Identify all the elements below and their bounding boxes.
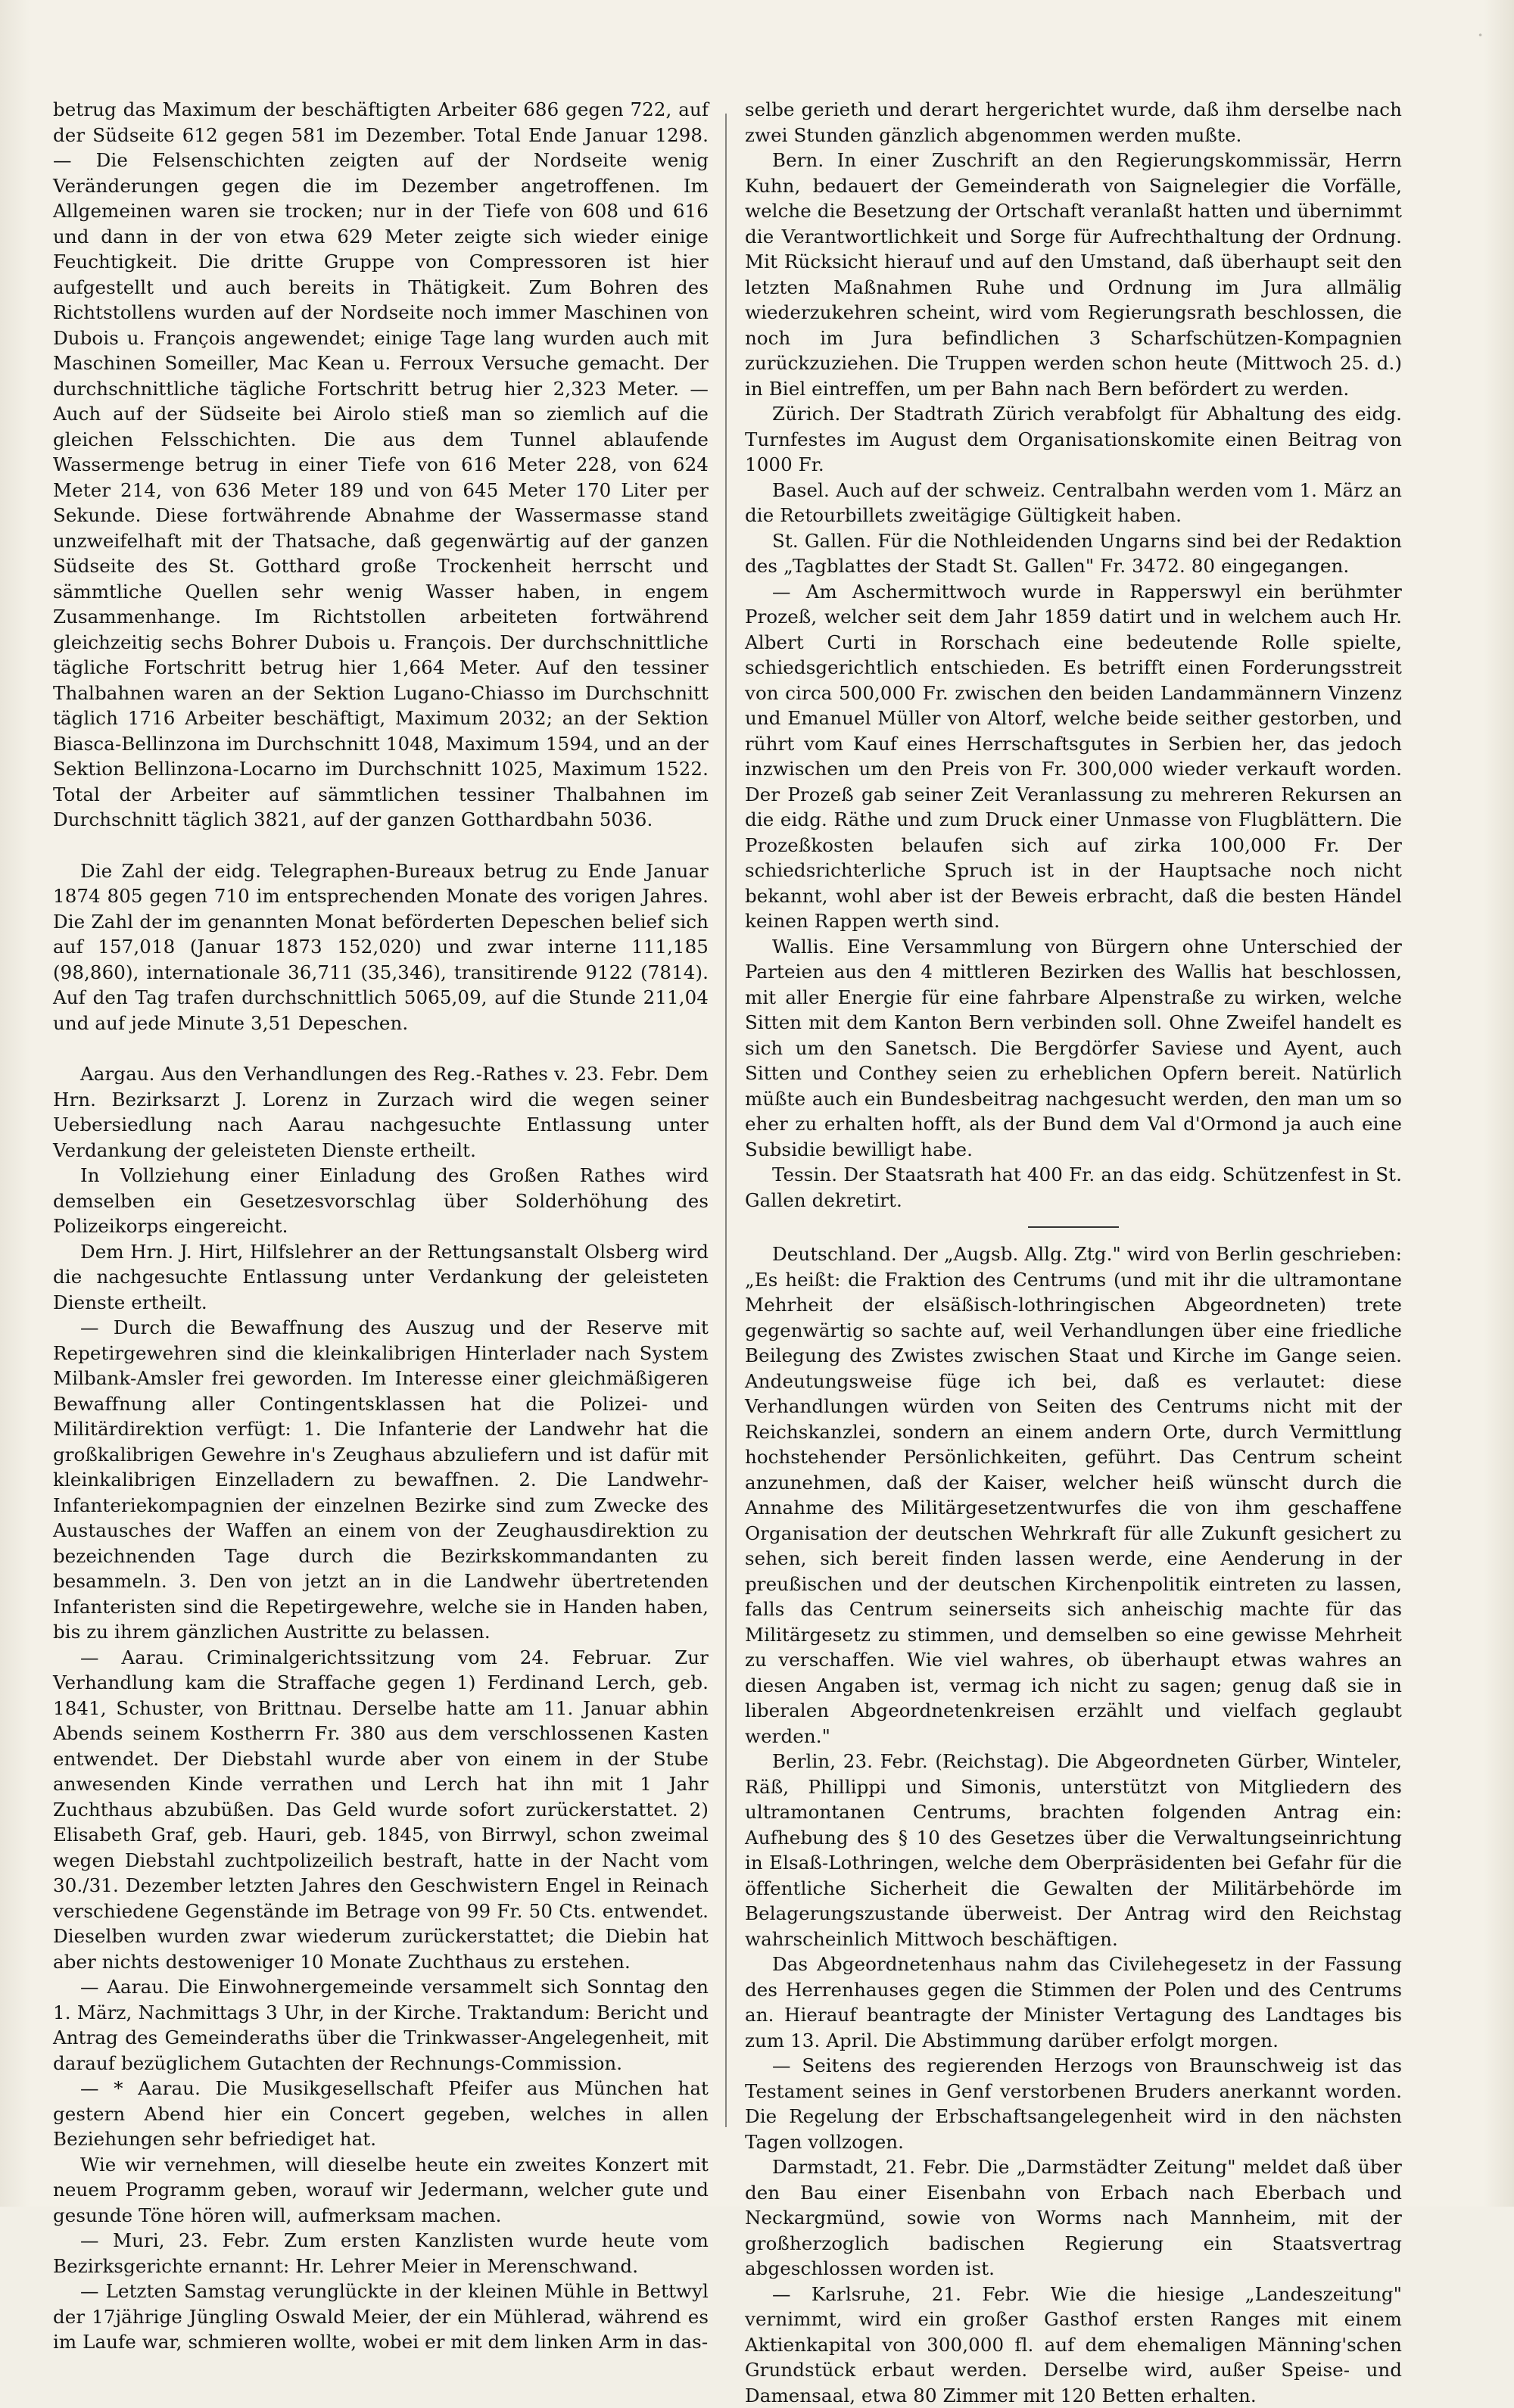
- bettwyl-mill-accident: — Letzten Samstag verunglückte in der kleinen Mühle in Bettwyl der 17jährige Jüngling Oswald Meier, der ein Mühlerad, während es im Laufe war, schmieren wollte, wobei er mit dem linken Arm in das-: [53, 2279, 709, 2355]
- aarau-second-concert: Wie wir vernehmen, will dieselbe heute ein zweites Konzert mit neuem Programm geben, worauf wir Jedermann, welcher gute und gesunde Töne hören will, aufmerksam machen.: [53, 2152, 709, 2229]
- column-divider: [725, 114, 727, 2127]
- braunschweig-testament: — Seitens des regierenden Herzogs von Braunschweig ist das Testament seines in Genf verstorbenen Bruders anerkannt worden. Die Regelung der Erbschaftsangelegenheit wird in den nächsten Tagen vollzogen.: [745, 2053, 1402, 2154]
- muri-chancellor: — Muri, 23. Febr. Zum ersten Kanzlisten wurde heute vom Bezirksgerichte ernannt: Hr. Lehrer Meier in Merenschwand.: [53, 2228, 709, 2279]
- zurich-news: Zürich. Der Stadtrath Zürich verabfolgt für Abhaltung des eidg. Turnfestes im August dem Organisationskomite einen Beitrag von 1000 Fr.: [745, 401, 1402, 478]
- berlin-abgeordnetenhaus: Das Abgeordnetenhaus nahm das Civilehegesetz in der Fassung des Herrenhauses gegen die Stimmen der Polen und des Centrums an. Hierauf beantragte der Minister Vertagung des Landtages bis zum 13. April. Die Abstimmung darüber erfolgt morgen.: [745, 1952, 1402, 2053]
- karlsruhe-hotel: — Karlsruhe, 21. Febr. Wie die hiesige „Landeszeitung" vernimmt, wird ein großer Gasthof ersten Ranges mit einem Aktienkapital von 300,000 fl. auf dem ehemaligen Männing'schen Grundstück erbaut werden. Derselbe wird, außer Speise- und Damensaal, etwa 80 Zimmer mit 120 Betten erhalten.: [745, 2282, 1402, 2408]
- telegraph-statistics: Die Zahl der eidg. Telegraphen-Bureaux betrug zu Ende Januar 1874 805 gegen 710 im entsprechenden Monate des vorigen Jahres. Die Zahl der im genannten Monat beförderten Depeschen belief sich auf 157,018 (Januar 1873 152,020) und zwar interne 111,185 (98,860), internationale 36,711 (35,346), transitirende 9122 (7814). Auf den Tag trafen durchschnittlich 5065,09, auf die Stunde 211,04 und auf jede Minute 3,51 Depeschen.: [53, 858, 709, 1036]
- bettwyl-accident-continued: selbe gerieth und derart hergerichtet wurde, daß ihm derselbe nach zwei Stunden gänzlich abgenommen werden mußte.: [745, 97, 1402, 148]
- aarau-criminal-court: — Aarau. Criminalgerichtssitzung vom 24. Februar. Zur Verhandlung kam die Straffache gegen 1) Ferdinand Lerch, geb. 1841, Schuster, von Brittnau. Derselbe hatte am 11. Januar abhin Abends seinem Kostherrn Fr. 380 aus dem verschlossenen Kasten entwendet. Der Diebstahl wurde aber von einem in der Stube anwesenden Kinde verrathen und Lerch hat ihn mit 1 Jahr Zuchthaus abzubüßen. Das Geld wurde sofort zurückerstattet. 2) Elisabeth Graf, geb. Hauri, geb. 1845, von Birrwyl, schon zweimal wegen Diebstahl zuchtpolizeilich bestraft, hatte in der Nacht vom 30./31. Dezember letzten Jahres den Geschwistern Engel in Reinach verschiedene Gegenstände im Betrage von 99 Fr. 50 Cts. entwendet. Dieselben wurden zwar wiederum zurückerstattet; die Diebin hat aber nichts destoweniger 10 Monate Zuchthaus zu erstehen.: [53, 1645, 709, 1975]
- gotthard-tunnel-report: betrug das Maximum der beschäftigten Arbeiter 686 gegen 722, auf der Südseite 612 gegen 581 im Dezember. Total Ende Januar 1298. — Die Felsenschichten zeigten auf der Nordseite wenig Veränderungen gegen die im Dezember angetroffenen. Im Allgemeinen waren sie trocken; nur in der Tiefe von 608 und 616 und dann in der von etwa 629 Meter zeigte sich wieder einige Feuchtigkeit. Die dritte Gruppe von Compressoren ist hier aufgestellt und auch bereits in Thätigkeit. Zum Bohren des Richtstollens wurden auf der Nordseite noch immer Maschinen von Dubois u. François angewendet; einige Tage lang wurden auch mit Maschinen Someiller, Mac Kean u. Ferroux Versuche gemacht. Der durchschnittliche tägliche Fortschritt betrug hier 2,323 Meter. — Auch auf der Südseite bei Airolo stieß man so ziemlich auf die gleichen Felsschichten. Die aus dem Tunnel ablaufende Wassermenge betrug in einer Tiefe von 616 Meter 228, von 624 Meter 214, von 636 Meter 189 und von 645 Meter 170 Liter per Sekunde. Diese fortwährende Abnahme der Wassermasse stand unzweifelhaft mit der Thatsache, daß gegenwärtig auf der ganzen Südseite des St. Gotthard große Trockenheit herrscht und sämmtliche Quellen sehr wenig Wasser haben, in engem Zusammenhange. Im Richtstollen arbeiteten fortwährend gleichzeitig sechs Bohrer Dubois u. François. Der durchschnittliche tägliche Fortschritt betrug hier 1,664 Meter. Auf den tessiner Thalbahnen waren an der Sektion Lugano-Chiasso im Durchschnitt täglich 1716 Arbeiter beschäftigt, Maximum 2032; an der Sektion Biasca-Bellinzona im Durchschnitt 1048, Maximum 1594, und an der Sektion Bellinzona-Locarno im Durchschnitt 1025, Maximum 1522. Total der Arbeiter auf sämmtlichen tessiner Thalbahnen im Durchschnitt täglich 3821, auf der ganzen Gotthardbahn 5036.: [53, 97, 709, 833]
- section-separator: [1028, 1226, 1119, 1228]
- deutschland-news: Deutschland. Der „Augsb. Allg. Ztg." wird von Berlin geschrieben: „Es heißt: die Fraktion des Centrums (und mit ihr die ultramontane Mehrheit der elsäßisch-lothringischen Abgeordneten) trete gegenwärtig so sachte auf, weil Verhandlungen über eine friedliche Beilegung des Zwistes zwischen Staat und Kirche im Gange seien. Andeutungsweise füge ich bei, daß es verlautet: diese Verhandlungen würden von Seiten des Centrums nicht mit der Reichskanzlei, sondern an einem andern Orte, durch Vermittlung hochstehender Persönlichkeiten, geführt. Das Centrum scheint anzunehmen, daß der Kaiser, welcher heiß wünscht durch die Annahme des Militärgesetzentwurfes die von ihm geschaffene Organisation der deutschen Wehrkraft für alle Zukunft gesichert zu sehen, sich bereit finden lassen werde, eine Aenderung in der preußischen und der deutschen Kirchenpolitik eintreten zu lassen, falls das Centrum seinerseits sich anheischig machte für das Militärgesetz zu stimmen, und demselben so eine gewisse Mehrheit zu verschaffen. Wie viel wahres, ob überhaupt etwas wahres an diesen Angaben ist, vermag ich nicht zu sagen; genug daß sie in liberalen Abgeordnetenkreisen erzählt und vielfach geglaubt werden.": [745, 1241, 1402, 1749]
- st-gallen-news: St. Gallen. Für die Nothleidenden Ungarns sind bei der Redaktion des „Tagblattes der Stadt St. Gallen" Fr. 3472. 80 eingegangen.: [745, 528, 1402, 579]
- bern-news: Bern. In einer Zuschrift an den Regierungskommissär, Herrn Kuhn, bedauert der Gemeinderath von Saignelegier die Vorfälle, welche die Besetzung der Ortschaft veranlaßt hatten und übernimmt die Verantwortlichkeit und Sorge für Aufrechthaltung der Ordnung. Mit Rücksicht hierauf und auf den Umstand, daß überhaupt seit den letzten Maßnahmen Ruhe und Ordnung im Jura allmälig wiederzukehren scheint, wird vom Regierungsrath beschlossen, die noch im Jura befindlichen 3 Scharfschützen-Kompagnien zurückzuziehen. Die Truppen werden schon heute (Mittwoch 25. d.) in Biel eintreffen, um per Bahn nach Bern befördert zu werden.: [745, 148, 1402, 401]
- aarau-concert: — * Aarau. Die Musikgesellschaft Pfeifer aus München hat gestern Abend hier ein Concert gegeben, welches in allen Beziehungen sehr befriediget hat.: [53, 2076, 709, 2152]
- tessin-news: Tessin. Der Staatsrath hat 400 Fr. an das eidg. Schützenfest in St. Gallen dekretirt.: [745, 1162, 1402, 1213]
- page-edge-mark: ·: [1477, 23, 1484, 48]
- basel-news: Basel. Auch auf der schweiz. Centralbahn werden vom 1. März an die Retourbillets zweitägige Gültigkeit haben.: [745, 478, 1402, 528]
- left-column: [53, 97, 709, 2355]
- darmstadt-railway: Darmstadt, 21. Febr. Die „Darmstädter Zeitung" meldet daß über den Bau einer Eisenbahn von Erbach nach Eberbach und Neckargmünd, sowie von Worms nach Mannheim, mit der großherzoglich badischen Regierung ein Staatsvertrag abgeschlossen worden ist.: [745, 2154, 1402, 2282]
- aargau-police-salary: In Vollziehung einer Einladung des Großen Rathes wird demselben ein Gesetzesvorschlag über Solderhöhung des Polizeikorps eingereicht.: [53, 1163, 709, 1239]
- rappersweil-lawsuit: — Am Aschermittwoch wurde in Rapperswyl ein berühmter Prozeß, welcher seit dem Jahr 1859 datirt und in welchem auch Hr. Albert Curti in Rorschach eine bedeutende Rolle spielte, schiedsgerichtlich entschieden. Es betrifft einen Forderungsstreit von circa 500,000 Fr. zwischen den beiden Landammännern Vinzenz und Emanuel Müller von Altorf, welche beide seither gestorben, und rührt vom Kauf eines Herrschaftsgutes in Serbien her, das jedoch inzwischen um den Preis von Fr. 300,000 wieder verkauft worden. Der Prozeß gab seiner Zeit Veranlassung zu mehreren Rekursen an die eidg. Räthe und zum Druck einer Unmasse von Flugblättern. Die Prozeßkosten belaufen sich auf zirka 100,000 Fr. Der schiedsrichterliche Spruch ist in der Hauptsache noch nicht bekannt, wohl aber ist der Beweis erbracht, daß die besten Händel keinen Rappen werth sind.: [745, 579, 1402, 934]
- aargau-hirt-dismissal: Dem Hrn. J. Hirt, Hilfslehrer an der Rettungsanstalt Olsberg wird die nachgesuchte Entlassung unter Verdankung der geleisteten Dienste ertheilt.: [53, 1239, 709, 1316]
- wallis-news: Wallis. Eine Versammlung von Bürgern ohne Unterschied der Parteien aus den 4 mittleren Bezirken des Wallis hat beschlossen, mit aller Energie für eine fahrbare Alpenstraße zu wirken, welche Sitten mit dem Kanton Bern verbinden soll. Ohne Zweifel handelt es sich um den Sanetsch. Die Bergdörfer Saviese und Ayent, auch Sitten und Conthey seien zu erheblichen Opfern bereit. Natürlich müßte auch ein Bundesbeitrag nachgesucht werden, den man um so eher zu erhalten hofft, als der Bund dem Val d'Ormond ja auch eine Subsidie bewilligt habe.: [745, 934, 1402, 1163]
- right-column: [745, 97, 1402, 2408]
- aargau-government-news: Aargau. Aus den Verhandlungen des Reg.-Rathes v. 23. Febr. Dem Hrn. Bezirksarzt J. Lorenz in Zurzach wird die wegen seiner Uebersiedlung nach Aarau nachgesuchte Entlassung unter Verdankung der geleisteten Dienste ertheilt.: [53, 1061, 709, 1163]
- aargau-rifles: — Durch die Bewaffnung des Auszug und der Reserve mit Repetirgewehren sind die kleinkalibrigen Hinterlader nach System Milbank-Amsler frei geworden. Im Interesse einer gleichmäßigeren Bewaffnung aller Contingentsklassen hat die Polizei- und Militärdirektion verfügt: 1. Die Infanterie der Landwehr hat die großkalibrigen Gewehre in's Zeughaus abzuliefern und ist dafür mit kleinkalibrigen Einzelladern zu bewaffnen. 2. Die Landwehr-Infanteriekompagnien der einzelnen Bezirke sind zum Zwecke des Austausches der Waffen an einem von der Zeughausdirektion zu bezeichnenden Tage durch die Bezirkskommandanten zu besammeln. 3. Den von jetzt an in die Landwehr übertretenden Infanteristen sind die Repetirgewehre, welche sie in Handen haben, bis zu ihrem gänzlichen Austritte zu belassen.: [53, 1315, 709, 1645]
- aarau-community-meeting: — Aarau. Die Einwohnergemeinde versammelt sich Sonntag den 1. März, Nachmittags 3 Uhr, in der Kirche. Traktandum: Bericht und Antrag des Gemeinderaths über die Trinkwasser-Angelegenheit, mit darauf bezüglichem Gutachten der Rechnungs-Commission.: [53, 1974, 709, 2076]
- berlin-reichstag: Berlin, 23. Febr. (Reichstag). Die Abgeordneten Gürber, Winteler, Räß, Phillippi und Simonis, unterstützt von Mitgliedern des ultramontanen Centrums, brachten folgenden Antrag ein: Aufhebung des § 10 des Gesetzes über die Verwaltungseinrichtung in Elsaß-Lothringen, welche dem Oberpräsidenten bei Gefahr für die öffentliche Sicherheit die Gewalten der Militärbehörde im Belagerungszustande überweist. Der Antrag wird den Reichstag wahrscheinlich Mittwoch beschäftigen.: [745, 1749, 1402, 1952]
